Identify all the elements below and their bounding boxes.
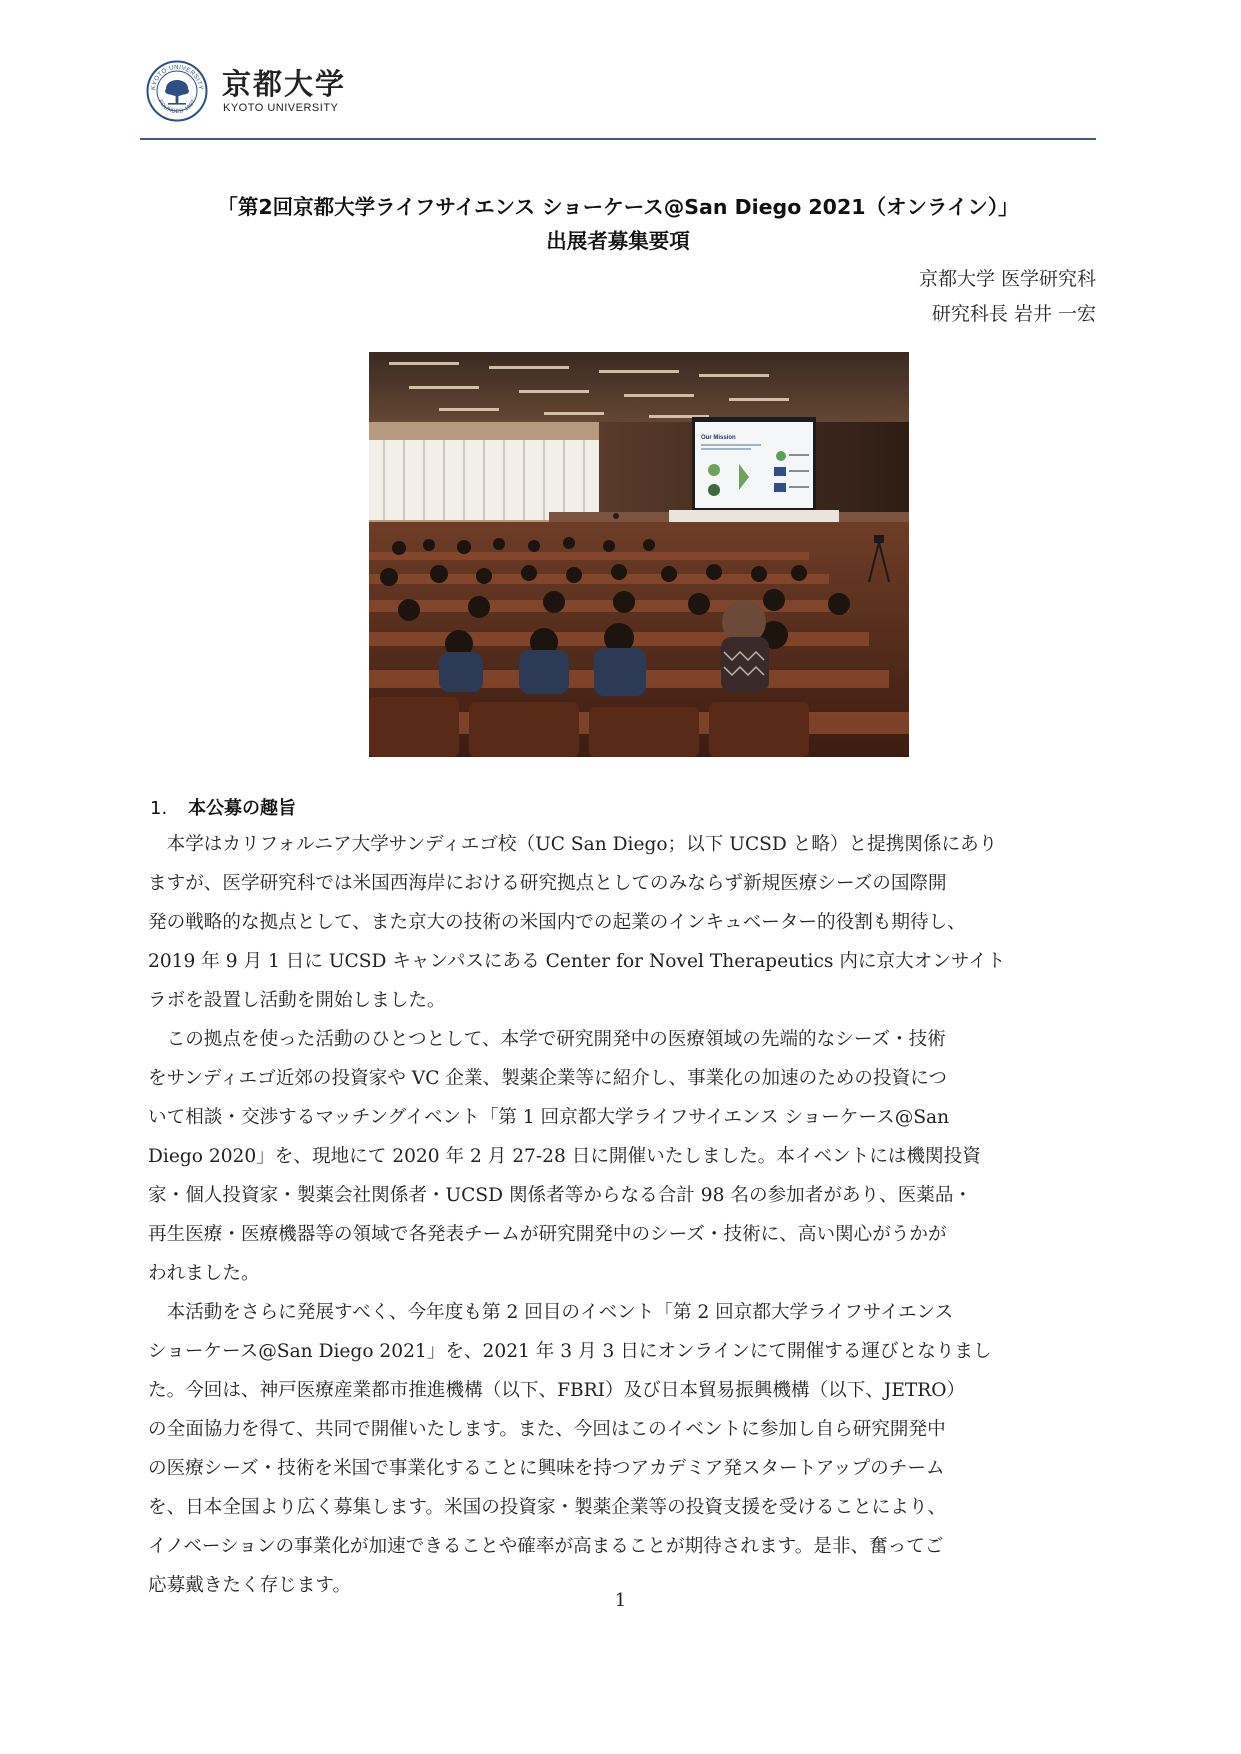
body-line: を、日本全国より広く募集します。米国の投資家・製薬企業等の投資支援を受けることにより、 bbox=[148, 1497, 947, 1518]
title-line-1: 「第2回京都大学ライフサイエンス ショーケース@San Diego 2021（オンライン）」 bbox=[217, 195, 1019, 219]
body-line: 家・個人投資家・製薬会社関係者・UCSD 関係者等からなる合計 98 名の参加者があり、医薬品・ bbox=[148, 1185, 973, 1206]
page-number: 1 bbox=[614, 1590, 627, 1611]
university-logo bbox=[146, 60, 426, 124]
body-line: 応募戴きたく存じます。 bbox=[148, 1575, 352, 1596]
body-line: イノベーションの事業化が加速できることや確率が高まることが期待されます。是非、奮ってご bbox=[148, 1536, 944, 1557]
section-1-body bbox=[148, 825, 1100, 1605]
body-line: 再生医療・医療機器等の領域で各発表チームが研究開発中のシーズ・技術に、高い関心がうかが bbox=[148, 1224, 947, 1245]
author-name: 研究科長 岩井 一宏 bbox=[931, 303, 1096, 325]
document-title bbox=[140, 190, 1096, 258]
section-1-heading bbox=[150, 794, 296, 820]
seal-text-bottom: FOUNDED 1897 bbox=[156, 98, 198, 116]
seal-text-top: KYOTO UNIVERSITY bbox=[149, 63, 205, 91]
body-line: 2019 年 9 月 1 日に UCSD キャンパスにある Center for Novel Therapeutics 内に京大オンサイト bbox=[148, 951, 1006, 972]
author-block bbox=[919, 262, 1096, 332]
logo-name-ja: 京都大学 bbox=[222, 67, 347, 101]
header-divider bbox=[140, 138, 1096, 140]
body-line: ますが、医学研究科では米国西海岸における研究拠点としてのみならず新規医療シーズの国際開 bbox=[148, 873, 947, 894]
university-seal-icon bbox=[146, 60, 208, 122]
slide-title: Our Mission bbox=[701, 435, 736, 441]
body-line: の全面協力を得て、共同で開催いたします。また、今回はこのイベントに参加し自ら研究開発中 bbox=[148, 1419, 946, 1440]
section-1-title: 本公募の趣旨 bbox=[188, 798, 296, 819]
lecture-hall-photo-image bbox=[369, 352, 909, 757]
body-line: 発の戦略的な拠点として、また京大の技術の米国内での起業のインキュベーター的役割も期待し、 bbox=[148, 912, 966, 933]
body-line: た。今回は、神戸医療産業都市推進機構（以下、FBRI）及び日本貿易振興機構（以下、JETRO） bbox=[148, 1380, 966, 1401]
body-line: Diego 2020」を、現地にて 2020 年 2 月 27-28 日に開催いたしました。本イベントには機関投資 bbox=[148, 1146, 981, 1167]
body-line: の医療シーズ・技術を米国で事業化することに興味を持つアカデミア発スタートアップのチーム bbox=[148, 1458, 945, 1479]
body-line: をサンディエゴ近郊の投資家や VC 企業、製薬企業等に紹介し、事業化の加速のための投資につ bbox=[148, 1068, 948, 1089]
body-line: ショーケース@San Diego 2021」を、2021 年 3 月 3 日にオンラインにて開催する運びとなりまし bbox=[148, 1341, 992, 1362]
body-line: 本活動をさらに発展すべく、今年度も第 2 回目のイベント「第 2 回京都大学ライフサイエンス bbox=[148, 1302, 954, 1323]
body-line: いて相談・交渉するマッチングイベント「第 1 回京都大学ライフサイエンス ショーケース@San bbox=[148, 1107, 950, 1128]
body-line: われました。 bbox=[148, 1263, 260, 1284]
body-line: この拠点を使った活動のひとつとして、本学で研究開発中の医療領域の先端的なシーズ・技術 bbox=[148, 1029, 946, 1050]
body-line: 本学はカリフォルニア大学サンディエゴ校（UC San Diego；以下 UCSD と略）と提携関係にあり bbox=[148, 834, 998, 855]
lecture-hall-photo bbox=[369, 352, 909, 757]
body-line: ラボを設置し活動を開始しました。 bbox=[148, 990, 446, 1011]
section-1-number: 1. bbox=[150, 798, 168, 819]
title-line-2: 出展者募集要項 bbox=[546, 229, 690, 253]
logo-name-en: KYOTO UNIVERSITY bbox=[223, 102, 339, 114]
author-affiliation: 京都大学 医学研究科 bbox=[918, 268, 1096, 290]
